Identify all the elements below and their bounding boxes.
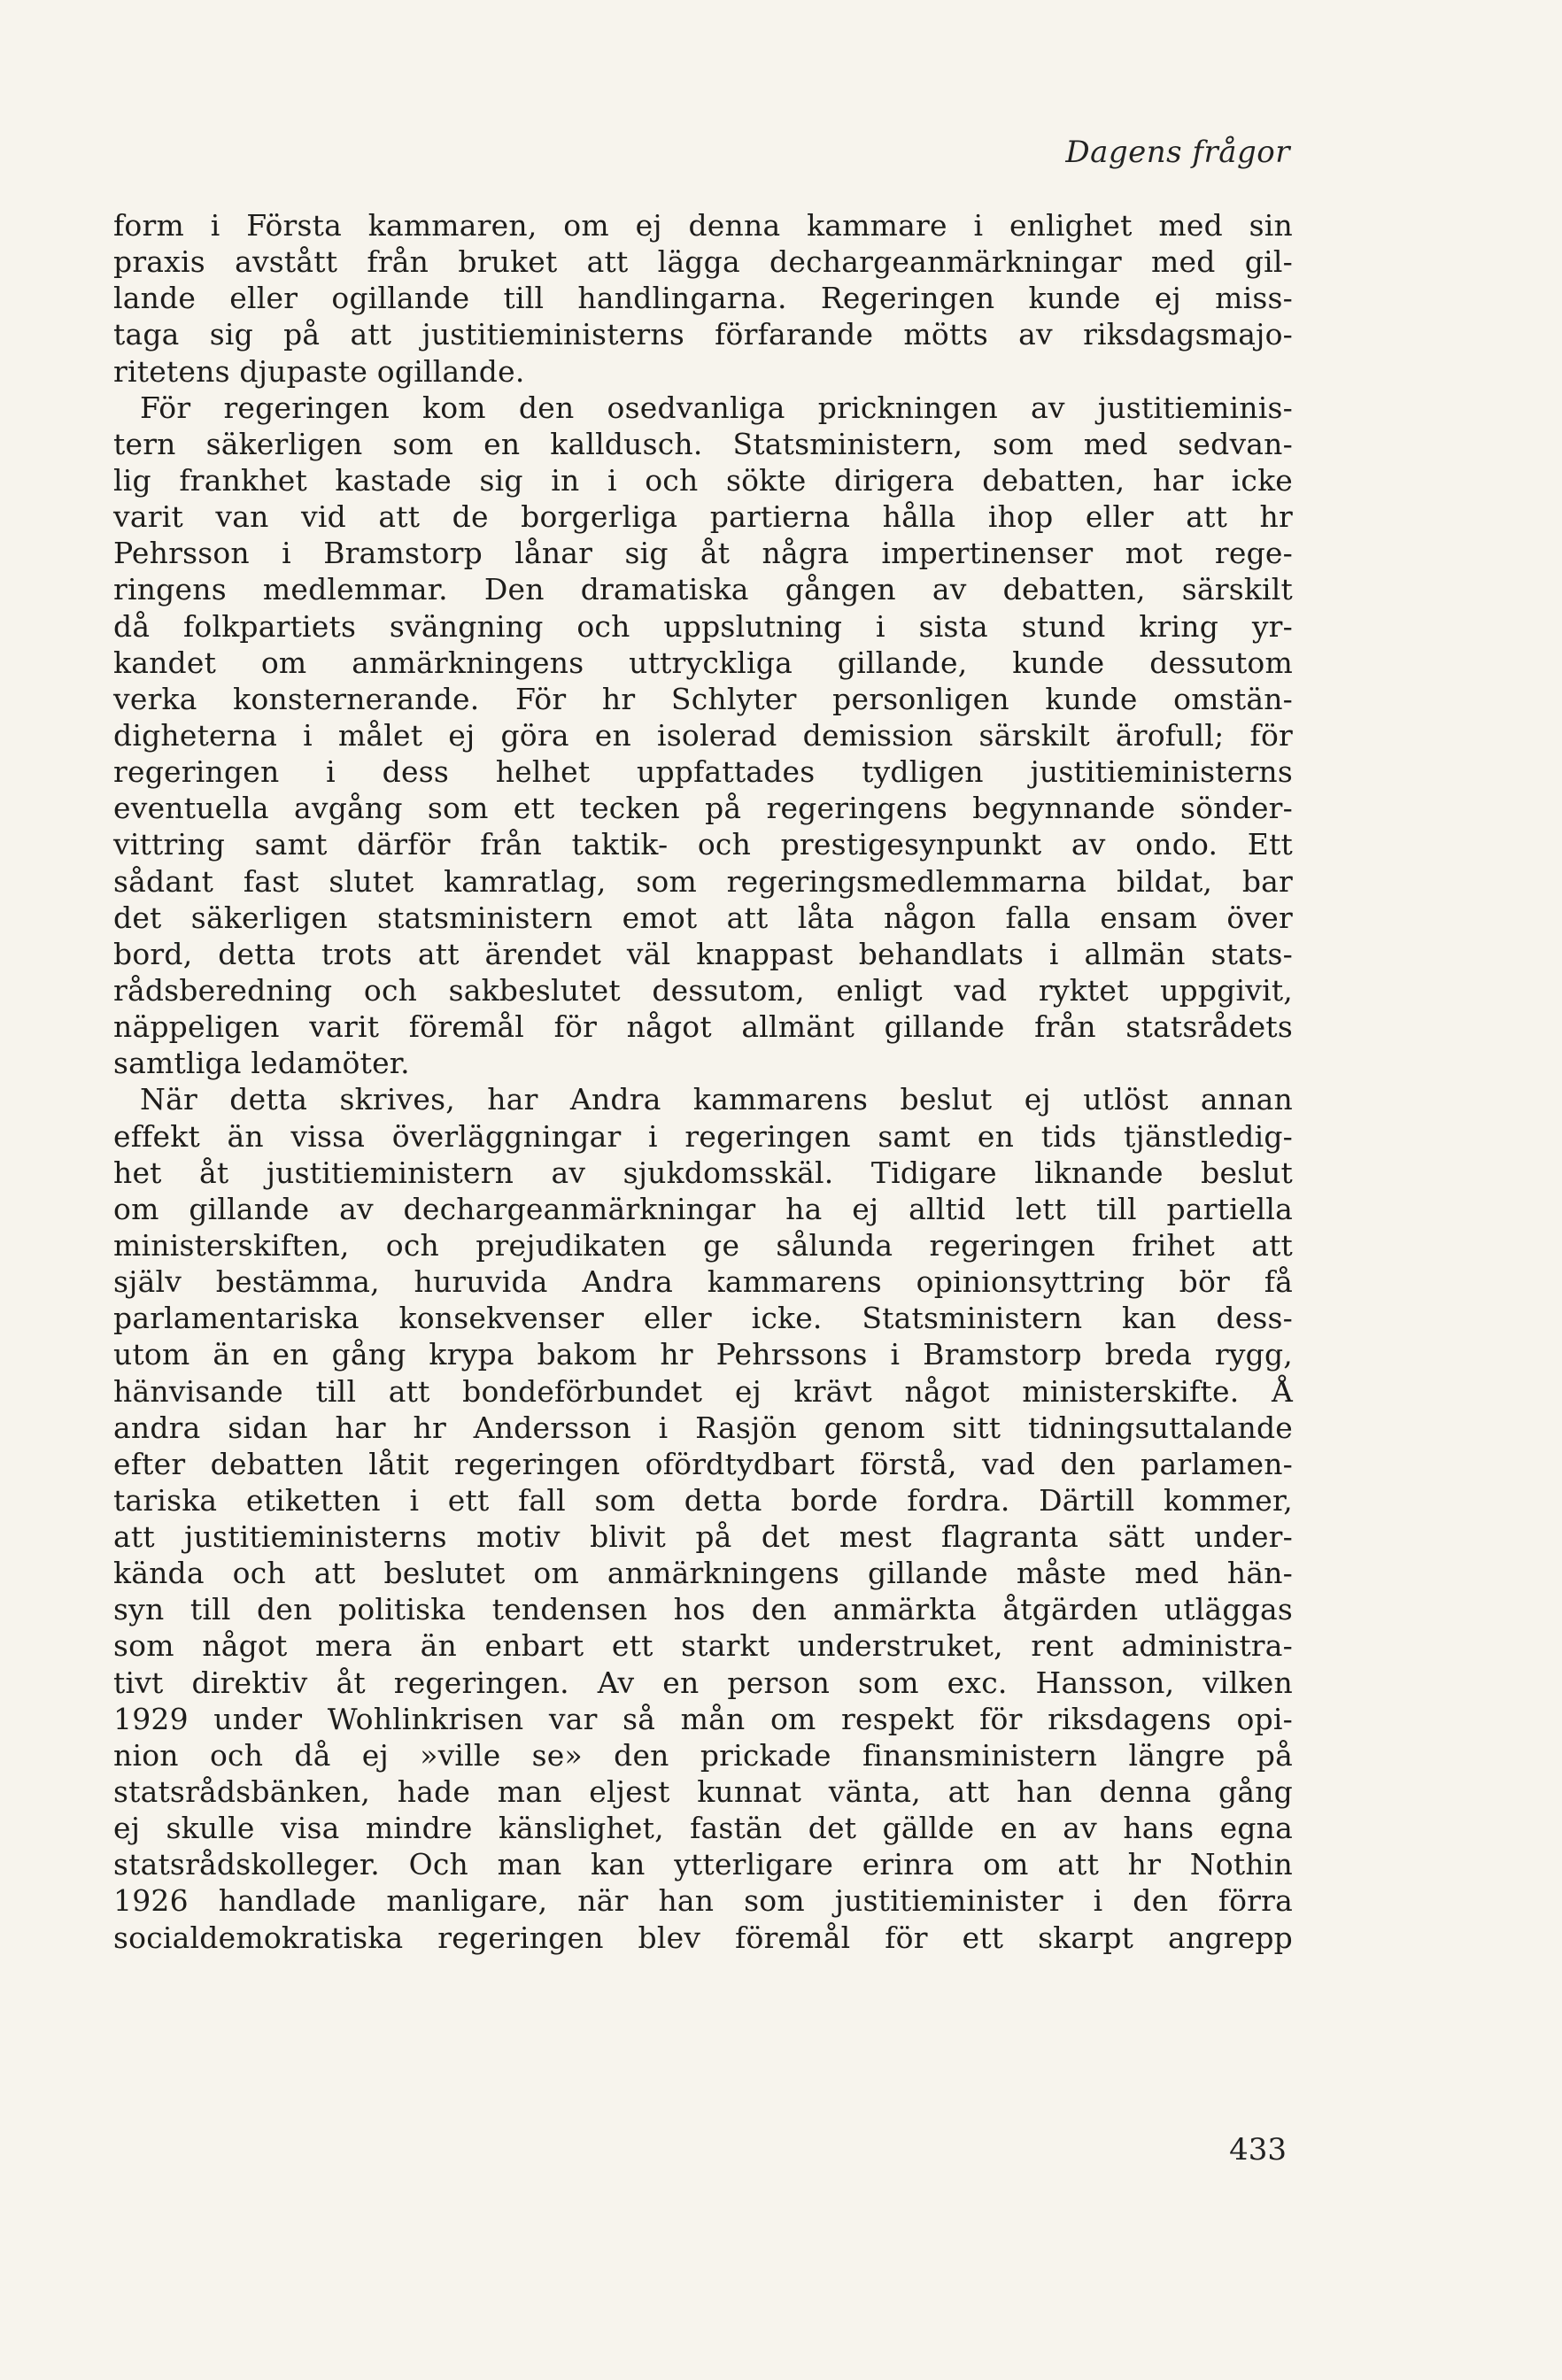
text-line: kandet om anmärkningens uttryckliga gillande, kunde dessutom: [113, 645, 1293, 680]
text-line: parlamentariska konsekvenser eller icke. Statsministern kan dess-: [113, 1301, 1293, 1336]
text-line: lig frankhet kastade sig in i och sökte dirigera debatten, har icke: [113, 462, 1293, 498]
text-line: lande eller ogillande till handlingarna. Regeringen kunde ej miss-: [113, 281, 1293, 316]
text-line: utom än en gång krypa bakom hr Pehrssons i Bramstorp breda rygg,: [113, 1337, 1293, 1372]
text-line: andra sidan har hr Andersson i Rasjön genom sitt tidningsuttalande: [113, 1410, 1293, 1445]
text-line: 1926 handlade manligare, när han som justitieminister i den förra: [113, 1883, 1293, 1919]
text-line: bord, detta trots att ärendet väl knappast behandlats i allmän stats-: [113, 936, 1293, 971]
text-line: 1929 under Wohlinkrisen var så mån om respekt för riksdagens opi-: [113, 1701, 1293, 1736]
text-line: rådsberedning och sakbeslutet dessutom, enligt vad ryktet uppgivit,: [113, 972, 1293, 1008]
text-line: socialdemokratiska regeringen blev föremål för ett skarpt angrepp: [113, 1920, 1293, 1955]
text-line: digheterna i målet ej göra en isolerad demission särskilt ärofull; för: [113, 717, 1293, 753]
text-line: het åt justitieministern av sjukdomsskäl. Tidigare liknande beslut: [113, 1155, 1293, 1190]
text-line: samtliga ledamöter.: [113, 1046, 410, 1081]
text-line: hänvisande till att bondeförbundet ej krävt något ministerskifte. Å: [113, 1373, 1293, 1409]
text-line: statsrådskolleger. Och man kan ytterligare erinra om att hr Nothin: [113, 1847, 1293, 1882]
text-line: sådant fast slutet kamratlag, som regeringsmedlemmarna bildat, bar: [113, 863, 1293, 899]
running-head: Dagens frågor: [1065, 135, 1290, 170]
text-line: tivt direktiv åt regeringen. Av en person som exc. Hansson, vilken: [113, 1665, 1293, 1700]
page-number: 433: [1229, 2132, 1287, 2168]
text-line: tariska etiketten i ett fall som detta borde fordra. Därtill kommer,: [113, 1482, 1293, 1518]
text-line: effekt än vissa överläggningar i regeringen samt en tids tjänstledig-: [113, 1118, 1293, 1154]
text-line: statsrådsbänken, hade man eljest kunnat vänta, att han denna gång: [113, 1774, 1293, 1810]
text-line: nion och då ej »ville se» den prickade finansministern längre på: [113, 1737, 1293, 1773]
text-line: praxis avstått från bruket att lägga dechargeanmärkningar med gil-: [113, 244, 1293, 280]
body-text: [113, 207, 1293, 1956]
text-line: eventuella avgång som ett tecken på regeringens begynnande sönder-: [113, 791, 1293, 826]
text-line: som något mera än enbart ett starkt understruket, rent administra-: [113, 1628, 1293, 1664]
text-line: varit van vid att de borgerliga partierna hålla ihop eller att hr: [113, 499, 1293, 535]
text-line: att justitieministerns motiv blivit på det mest flagranta sätt under-: [113, 1519, 1293, 1555]
text-line: det säkerligen statsministern emot att låta någon falla ensam över: [113, 900, 1293, 935]
text-line: verka konsternerande. För hr Schlyter personligen kunde omstän-: [113, 681, 1293, 716]
text-line: ritetens djupaste ogillande.: [113, 353, 525, 389]
text-line: näppeligen varit föremål för något allmänt gillande från statsrådets: [113, 1009, 1293, 1045]
text-line: syn till den politiska tendensen hos den anmärkta åtgärden utläggas: [113, 1592, 1293, 1627]
text-line: om gillande av dechargeanmärkningar ha ej alltid lett till partiella: [113, 1191, 1293, 1226]
text-line: ringens medlemmar. Den dramatiska gången av debatten, särskilt: [113, 572, 1293, 607]
text-line: form i Första kammaren, om ej denna kammare i enlighet med sin: [113, 208, 1293, 243]
text-line: taga sig på att justitieministerns förfarande mötts av riksdagsmajo-: [113, 317, 1293, 352]
text-line: kända och att beslutet om anmärkningens gillande måste med hän-: [113, 1556, 1293, 1591]
text-line: Pehrsson i Bramstorp lånar sig åt några impertinenser mot rege-: [113, 536, 1293, 571]
text-line: då folkpartiets svängning och uppslutning i sista stund kring yr-: [113, 608, 1293, 644]
text-line: tern säkerligen som en kalldusch. Statsministern, som med sedvan-: [113, 426, 1293, 461]
text-line: regeringen i dess helhet uppfattades tydligen justitieministerns: [113, 754, 1293, 790]
text-line: själv bestämma, huruvida Andra kammarens opinionsyttring bör få: [113, 1264, 1293, 1300]
text-line: För regeringen kom den osedvanliga prickningen av justitieminis-: [140, 390, 1293, 425]
text-line: När detta skrives, har Andra kammarens beslut ej utlöst annan: [140, 1082, 1293, 1117]
text-line: ej skulle visa mindre känslighet, fastän det gällde en av hans egna: [113, 1811, 1293, 1846]
text-line: vittring samt därför från taktik- och prestigesynpunkt av ondo. Ett: [113, 827, 1293, 862]
text-line: efter debatten låtit regeringen ofördtydbart förstå, vad den parlamen-: [113, 1446, 1293, 1481]
text-line: ministerskiften, och prejudikaten ge sålunda regeringen frihet att: [113, 1227, 1293, 1263]
